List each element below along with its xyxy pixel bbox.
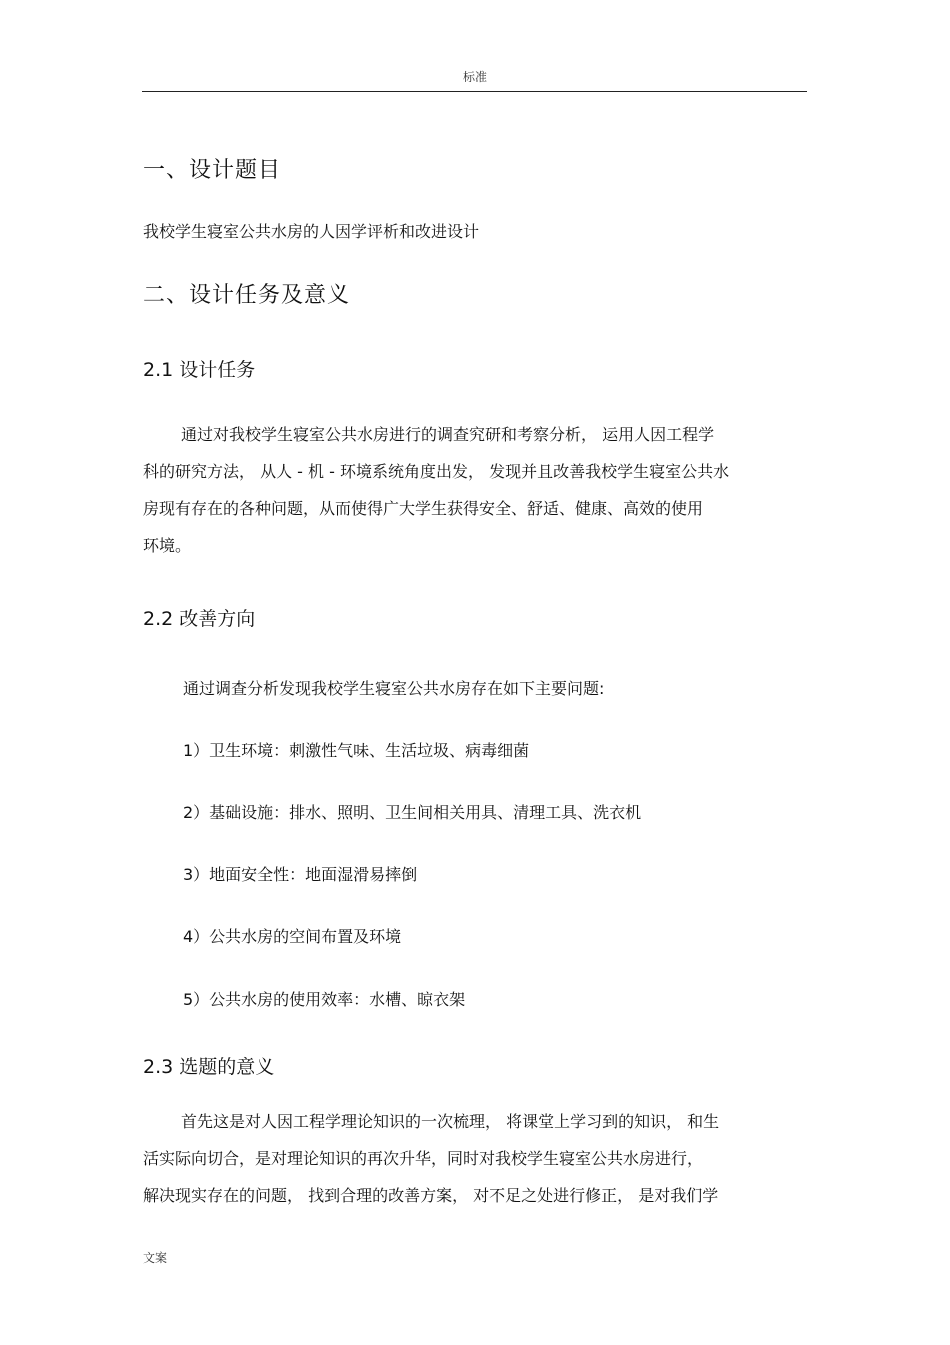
page-footer: 文案 — [143, 1251, 168, 1265]
paragraph-line: 解决现实存在的问题， 找到合理的改善方案， 对不足之处进行修正， 是对我们学 — [143, 1186, 719, 1205]
paragraph-line: 首先这是对人因工程学理论知识的一次梳理， 将课堂上学习到的知识， 和生 — [181, 1112, 720, 1131]
paragraph-line: 房现有存在的各种问题，从而使得广大学生获得安全、舒适、健康、高效的使用 — [143, 499, 704, 518]
paragraph-line: 活实际向切合，是对理论知识的再次升华，同时对我校学生寝室公共水房进行， — [143, 1149, 704, 1168]
list-item: 5）公共水房的使用效率：水槽、晾衣架 — [183, 990, 466, 1009]
paragraph-line: 环境。 — [143, 536, 192, 555]
section-2-1-paragraph — [143, 416, 808, 564]
section-2-2-intro: 通过调查分析发现我校学生寝室公共水房存在如下主要问题: — [183, 679, 605, 698]
list-item: 4）公共水房的空间布置及环境 — [183, 927, 402, 946]
list-item: 2）基础设施：排水、照明、卫生间相关用具、清理工具、洗衣机 — [183, 803, 642, 822]
header-divider — [142, 91, 807, 92]
section-1-title: 一、设计题目 — [143, 158, 282, 183]
section-2-3-paragraph — [143, 1103, 808, 1214]
list-item: 1）卫生环境：刺激性气味、生活垃圾、病毒细菌 — [183, 741, 530, 760]
page-header: 标准 — [462, 70, 487, 84]
paragraph-line: 通过对我校学生寝室公共水房进行的调查究研和考察分析， 运用人因工程学 — [181, 425, 715, 444]
list-item: 3）地面安全性：地面湿滑易摔倒 — [183, 865, 418, 884]
section-2-3-title: 2.3 选题的意义 — [143, 1056, 275, 1078]
section-1-body: 我校学生寝室公共水房的人因学评析和改进设计 — [143, 222, 480, 241]
section-2-1-title: 2.1 设计任务 — [143, 359, 256, 381]
section-2-title: 二、设计任务及意义 — [143, 283, 351, 308]
paragraph-line: 科的研究方法， 从人 - 机 - 环境系统角度出发， 发现并且改善我校学生寝室公共水 — [143, 462, 730, 481]
section-2-2-title: 2.2 改善方向 — [143, 608, 256, 630]
